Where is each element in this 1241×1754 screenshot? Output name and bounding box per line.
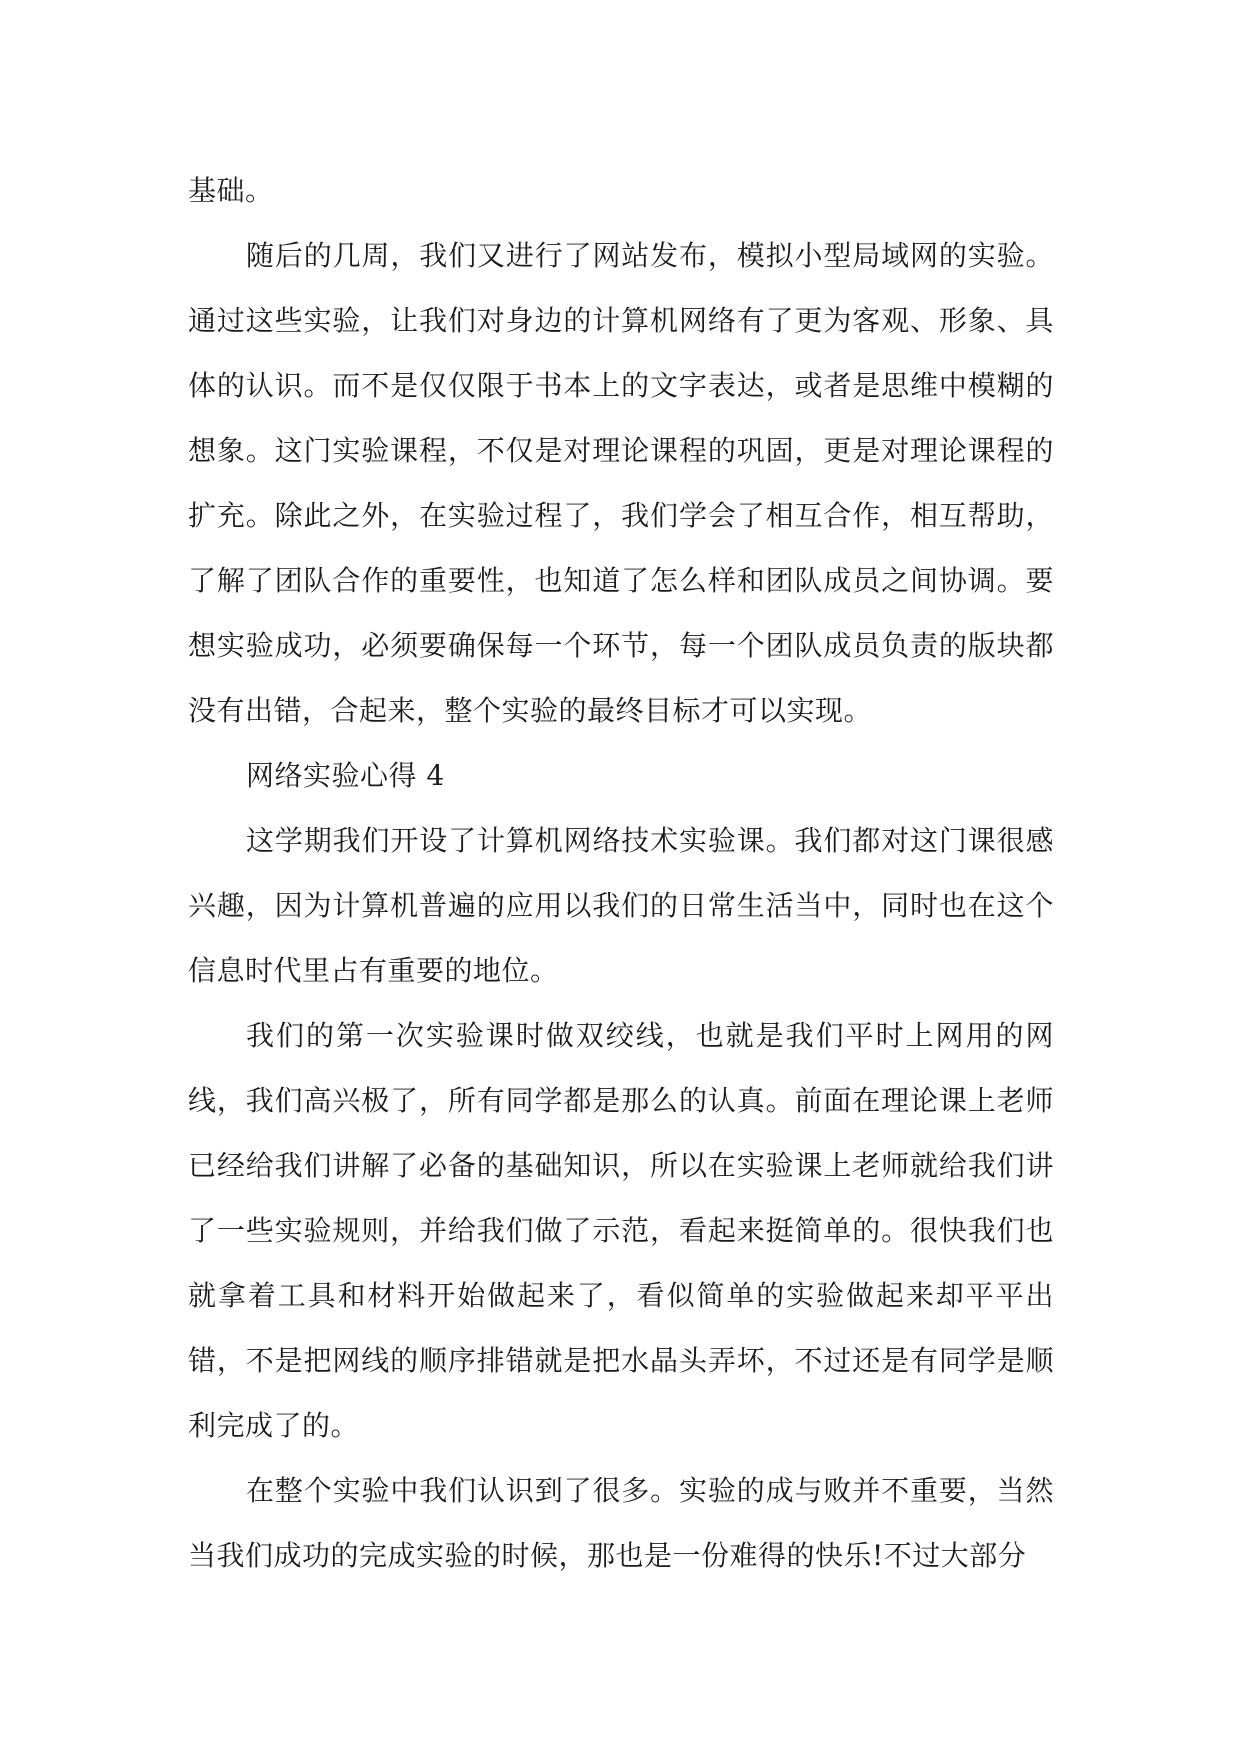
paragraph-reflection: 在整个实验中我们认识到了很多。实验的成与败并不重要，当然当我们成功的完成实验的时候，那也是一份难得的快乐!不过大部分 — [188, 1474, 1054, 1572]
document-body — [188, 158, 1054, 1588]
paragraph-course-intro: 这学期我们开设了计算机网络技术实验课。我们都对这门课很感兴趣，因为计算机普遍的应用以我们的日常生活当中，同时也在这个信息时代里占有重要的地位。 — [188, 824, 1054, 987]
section-heading: 网络实验心得 4 — [246, 759, 445, 792]
paragraph-continuation: 基础。 — [188, 174, 274, 207]
paragraph-website-experiment: 随后的几周，我们又进行了网站发布，模拟小型局域网的实验。通过这些实验，让我们对身边的计算机网络有了更为客观、形象、具体的认识。而不是仅仅限于书本上的文字表达，或者是思维中模糊的想象。这门实验课程，不仅是对理论课程的巩固，更是对理论课程的扩充。除此之外，在实验过程了，我们学会了相互合作，相互帮助，了解了团队合作的重要性，也知道了怎么样和团队成员之间协调。要想实验成功，必须要确保每一个环节，每一个团队成员负责的版块都没有出错，合起来，整个实验的最终目标才可以实现。 — [188, 239, 1054, 727]
paragraph-first-lab: 我们的第一次实验课时做双绞线，也就是我们平时上网用的网线，我们高兴极了，所有同学都是那么的认真。前面在理论课上老师已经给我们讲解了必备的基础知识，所以在实验课上老师就给我们讲了一些实验规则，并给我们做了示范，看起来挺简单的。很快我们也就拿着工具和材料开始做起来了，看似简单的实验做起来却平平出错，不是把网线的顺序排错就是把水晶头弄坏，不过还是有同学是顺利完成了的。 — [188, 1019, 1054, 1442]
